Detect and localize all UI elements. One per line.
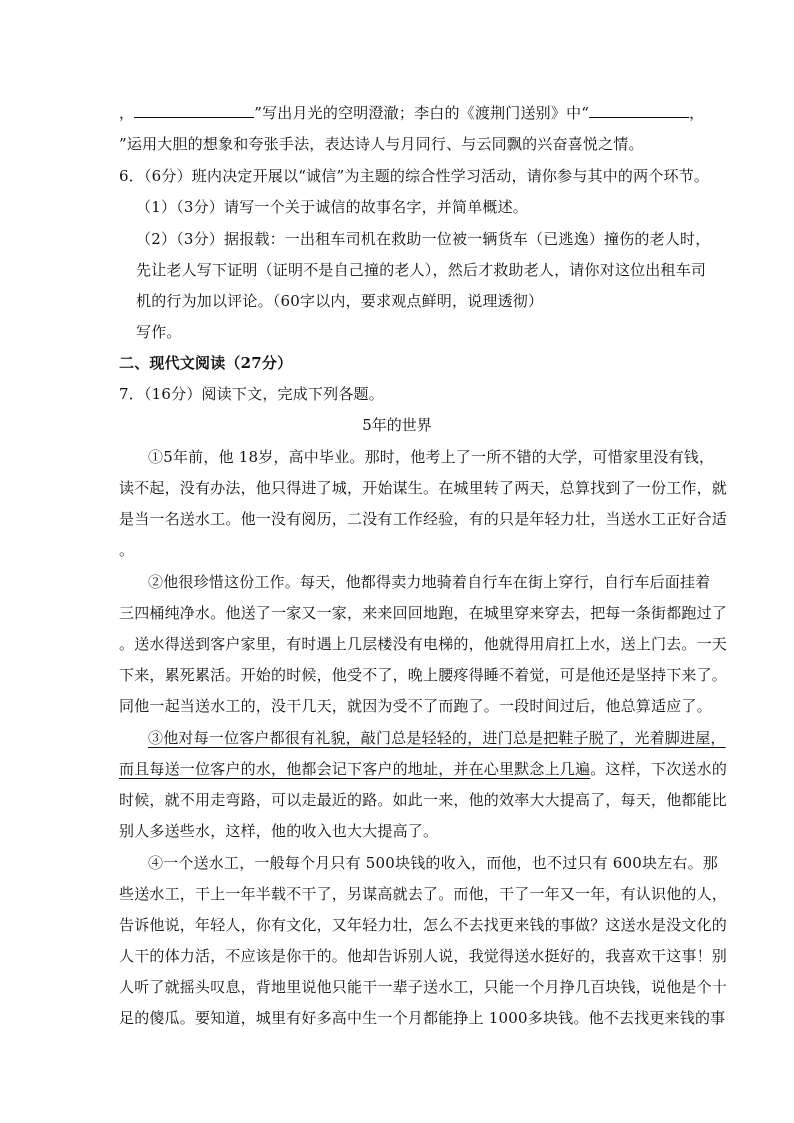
poem-line-2: ”运用大胆的想象和夸张手法，表达诗人与月同行、与云同飘的兴奋喜悦之情。 bbox=[119, 135, 644, 153]
answer-blank-1[interactable] bbox=[134, 103, 254, 118]
paragraph-4-line: 人干的体力活，不应该是你干的。他却告诉别人说，我觉得送水挺好的，我喜欢干这事！别 bbox=[119, 947, 728, 965]
paragraph-4-line: 告诉他说，年轻人，你有文化，又年轻力壮，怎么不去找更来钱的事做？这送水是没文化的 bbox=[119, 916, 728, 934]
paragraph-1-line: ①5年前，他 18岁，高中毕业。那时，他考上了一所不错的大学，可惜家里没有钱， bbox=[148, 448, 715, 466]
answer-blank-2[interactable] bbox=[589, 103, 689, 118]
question-6-stem: 6．（6分）班内决定开展以“诚信”为主题的综合性学习活动，请你参与其中的两个环节。 bbox=[119, 167, 710, 185]
question-6-sub-2-line-3: 机的行为加以评论。（60字以内，要求观点鲜明，说理透彻） bbox=[136, 292, 544, 310]
poem-comma-2: ， bbox=[689, 104, 705, 122]
paragraph-3-underlined-line: ③他对每一位客户都很有礼貌，敲门总是轻轻的，进门总是把鞋子脱了，光着脚进屋， bbox=[148, 729, 726, 747]
question-6-sub-2-line-1: （2）（3分）据报载：一出租车司机在救助一位被一辆货车（已逃逸）撞伤的老人时， bbox=[136, 230, 711, 248]
paragraph-2-line: 。送水得送到客户家里，有时遇上几层楼没有电梯的，他就得用肩扛上水，送上门去。一天 bbox=[119, 635, 728, 653]
paragraph-4-line: 些送水工，干上一年半载不干了，另谋高就去了。而他，干了一年又一年，有认识他的人， bbox=[119, 885, 728, 903]
article-title: 5年的世界 bbox=[362, 416, 432, 434]
paragraph-3-text: 。这样，下次送水的 bbox=[590, 760, 728, 778]
paragraph-2-line: 三四桶纯净水。他送了一家又一家，来来回回地跑，在城里穿来穿去，把每一条街都跑过了 bbox=[119, 604, 728, 622]
question-6-sub-1: （1）（3分）请写一个关于诚信的故事名字，并简单概述。 bbox=[136, 198, 528, 216]
poem-line-1 bbox=[119, 103, 704, 123]
paragraph-3-line bbox=[119, 759, 727, 779]
paragraph-1-line: 。 bbox=[119, 541, 135, 559]
paragraph-1-line: 读不起，没有办法，他只得进了城，开始谋生。在城里转了两天，总算找到了一份工作，就 bbox=[119, 479, 728, 497]
paragraph-4-line: ④一个送水工，一般每个月只有 500块钱的收入，而他，也不过只有 600块左右。那 bbox=[148, 854, 719, 872]
writing-label: 写作。 bbox=[136, 323, 182, 341]
paragraph-4-line: 足的傻瓜。要知道，城里有好多高中生一个月都能挣上 1000多块钱。他不去找更来钱的事 bbox=[119, 1009, 726, 1027]
section-heading: 二、现代文阅读（27分） bbox=[119, 354, 293, 372]
question-6-sub-2-line-2: 先让老人写下证明（证明不是自己撞的老人），然后才救助老人，请你对这位出租车司 bbox=[136, 261, 707, 279]
poem-text-1: ”写出月光的空明澄澈；李白的《渡荆门送别》中“ bbox=[254, 104, 590, 122]
paragraph-2-line: 同他一起当送水工的，没干几天，就因为受不了而跑了。一段时间过后，他总算适应了。 bbox=[119, 697, 712, 715]
poem-comma-1: ， bbox=[119, 104, 135, 122]
paragraph-1-line: 是当一名送水工。他一没有阅历，二没有工作经验，有的只是年轻力壮，当送水工正好合适 bbox=[119, 510, 728, 528]
paragraph-4-line: 人听了就摇头叹息，背地里说他只能干一辈子送水工，只能一个月挣几百块钱，说他是个十 bbox=[119, 978, 728, 996]
question-7-stem: 7．（16分）阅读下文，完成下列各题。 bbox=[119, 385, 384, 403]
paragraph-3-line: 时候，就不用走弯路，可以走最近的路。如此一来，他的效率大大提高了，每天，他都能比 bbox=[119, 791, 728, 809]
paragraph-2-line: ②他很珍惜这份工作。每天，他都得卖力地骑着自行车在街上穿行，自行车后面挂着 bbox=[148, 573, 711, 591]
paragraph-3-line: 别人多送些水，这样，他的收入也大大提高了。 bbox=[119, 822, 439, 840]
paragraph-3-underlined-text: 而且每送一位客户的水，他都会记下客户的地址，并在心里默念上几遍 bbox=[119, 760, 591, 778]
paragraph-2-line: 下来，累死累活。开始的时候，他受不了，晚上腰疼得睡不着觉，可是他还是坚持下来了。 bbox=[119, 666, 728, 684]
